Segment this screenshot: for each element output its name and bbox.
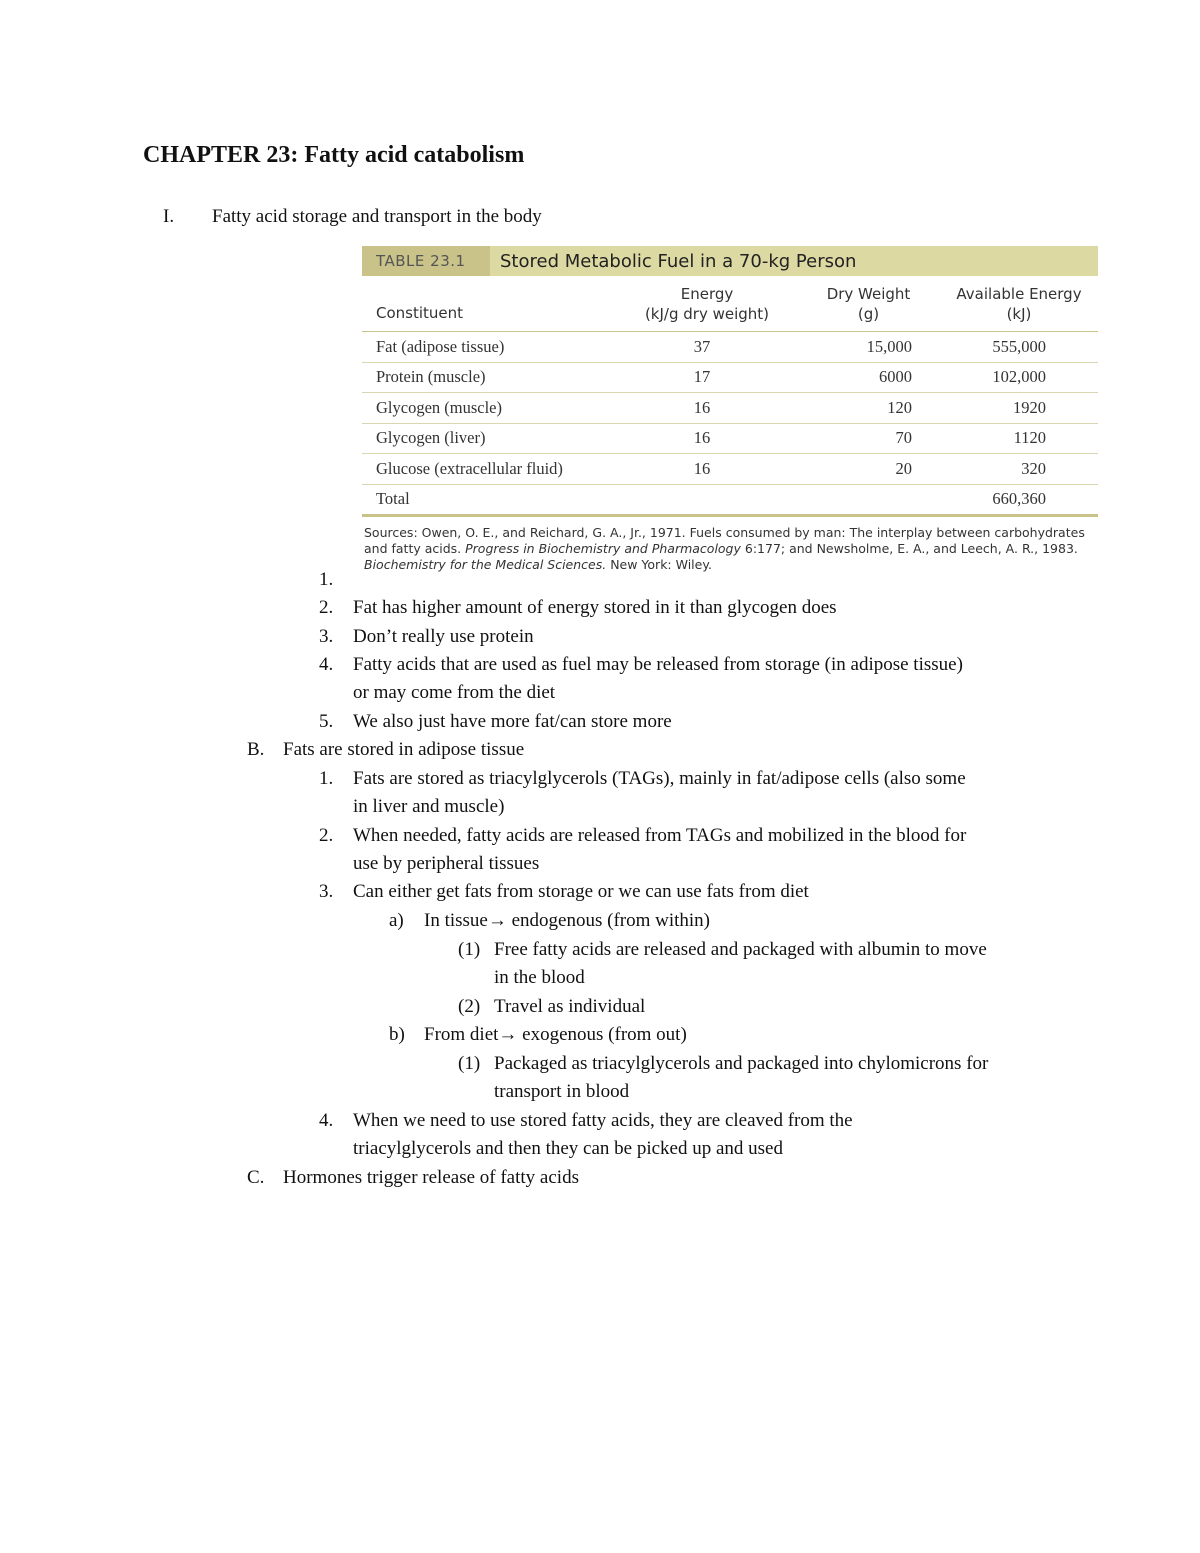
table-cell: Glucose (extracellular fluid) [376,458,563,478]
table-row [362,332,1098,363]
sources-text: Sources: Owen, O. E., and Reichard, G. A., Jr., 1971. Fuels consumed by man: The interplay between carbohydrates and fatty acids. [364,525,1085,556]
table-row [362,424,1098,455]
outline-text: In tissue→ endogenous (from within) [424,910,711,931]
section-marker: I. [163,206,175,227]
outline-text: in the blood [494,967,585,988]
outline-marker: (2) [458,996,481,1017]
outline-text: Can either get fats from storage or we can use fats from diet [353,881,809,902]
outline-marker: 2. [319,597,334,618]
table-cell: 6000 [879,367,912,387]
table-number-label: TABLE 23.1 [362,246,490,276]
outline-marker: C. [247,1167,265,1188]
outline-text: Fats are stored as triacylglycerols (TAGs), mainly in fat/adipose cells (also some [353,768,966,789]
table-cell: Protein (muscle) [376,367,486,387]
outline-text: Packaged as triacylglycerols and packaged into chylomicrons for [494,1053,989,1074]
table-sources [362,525,1098,573]
outline-marker: b) [389,1024,405,1045]
page-title: CHAPTER 23: Fatty acid catabolism [143,142,525,168]
column-header-line: (kJ) [1006,304,1032,323]
stored-fuel-table [362,246,1098,573]
sources-book: Biochemistry for the Medical Sciences. [364,557,607,572]
column-header-dry-weight [797,276,940,331]
table-cell: 555,000 [992,336,1046,356]
table-cell: 16 [693,397,711,417]
table-cell: 16 [693,458,711,478]
table-cell: Fat (adipose tissue) [376,336,505,356]
column-header-available-energy [940,276,1098,331]
outline-marker: 4. [319,1110,334,1131]
outline-text: in liver and muscle) [353,796,505,817]
table-row [362,363,1098,394]
outline-marker: a) [389,910,404,931]
table-caption: Stored Metabolic Fuel in a 70-kg Person [500,250,857,272]
table-cell: 16 [693,428,711,448]
outline-text: When we need to use stored fatty acids, they are cleaved from the [353,1110,853,1131]
outline-marker: (1) [458,1053,481,1074]
outline-marker: (1) [458,939,481,960]
outline-marker: 1. [319,569,334,590]
outline-text: Free fatty acids are released and packaged with albumin to move [494,939,987,960]
table-cell: Total [376,489,410,509]
table-cell: Glycogen (liver) [376,428,486,448]
table-column-headers [362,276,1098,332]
outline-text: When needed, fatty acids are released from TAGs and mobilized in the blood for [353,825,967,846]
table-cell: 660,360 [992,489,1046,509]
table-row [362,454,1098,485]
table-cell: 1120 [1013,428,1046,448]
outline-marker: 4. [319,654,334,675]
section-heading: Fatty acid storage and transport in the body [212,206,542,227]
sources-journal: Progress in Biochemistry and Pharmacology [465,541,741,556]
outline-marker: 2. [319,825,334,846]
outline-text: or may come from the diet [353,682,556,703]
outline-text: use by peripheral tissues [353,853,540,874]
table-cell: Glycogen (muscle) [376,397,502,417]
table-cell: 37 [693,336,711,356]
outline-text: triacylglycerols and then they can be picked up and used [353,1138,783,1159]
column-header-line: (g) [857,304,880,323]
outline-text: Hormones trigger release of fatty acids [283,1167,579,1188]
column-header-line: Dry Weight [826,284,911,303]
outline-text: Travel as individual [494,996,646,1017]
table-cell: 17 [693,367,711,387]
sources-text: New York: Wiley. [606,557,712,572]
outline-text: Fats are stored in adipose tissue [283,739,525,760]
column-header-line: (kJ/g dry weight) [644,304,770,323]
table-cell: 102,000 [992,367,1046,387]
sources-text: 6:177; and Newsholme, E. A., and Leech, A. R., 1983. [740,541,1078,556]
outline-text: Don’t really use protein [353,626,534,647]
table-cell: 120 [887,397,912,417]
table-cell: 320 [1021,458,1046,478]
outline-marker: 1. [319,768,334,789]
table-body [362,332,1098,517]
column-header-energy [617,276,797,331]
table-cell: 20 [895,458,912,478]
table-header-bar [362,246,1098,276]
outline-text: Fatty acids that are used as fuel may be released from storage (in adipose tissue) [353,654,963,675]
table-row [362,485,1098,518]
column-header-constituent [362,276,617,331]
column-header-line: Constituent [376,304,464,322]
table-cell: 1920 [1013,397,1046,417]
outline-marker: 5. [319,711,334,732]
table-cell: 70 [895,428,912,448]
outline-text: Fat has higher amount of energy stored in it than glycogen does [353,597,837,618]
table-row [362,393,1098,424]
outline-text: We also just have more fat/can store more [353,711,672,732]
column-header-line: Available Energy [956,284,1082,303]
column-header-line: Energy [680,284,734,303]
outline-text: transport in blood [494,1081,630,1102]
table-cell: 15,000 [866,336,912,356]
outline-marker: 3. [319,626,334,647]
outline-text: From diet→ exogenous (from out) [424,1024,687,1045]
outline-marker: 3. [319,881,334,902]
outline-marker: B. [247,739,265,760]
